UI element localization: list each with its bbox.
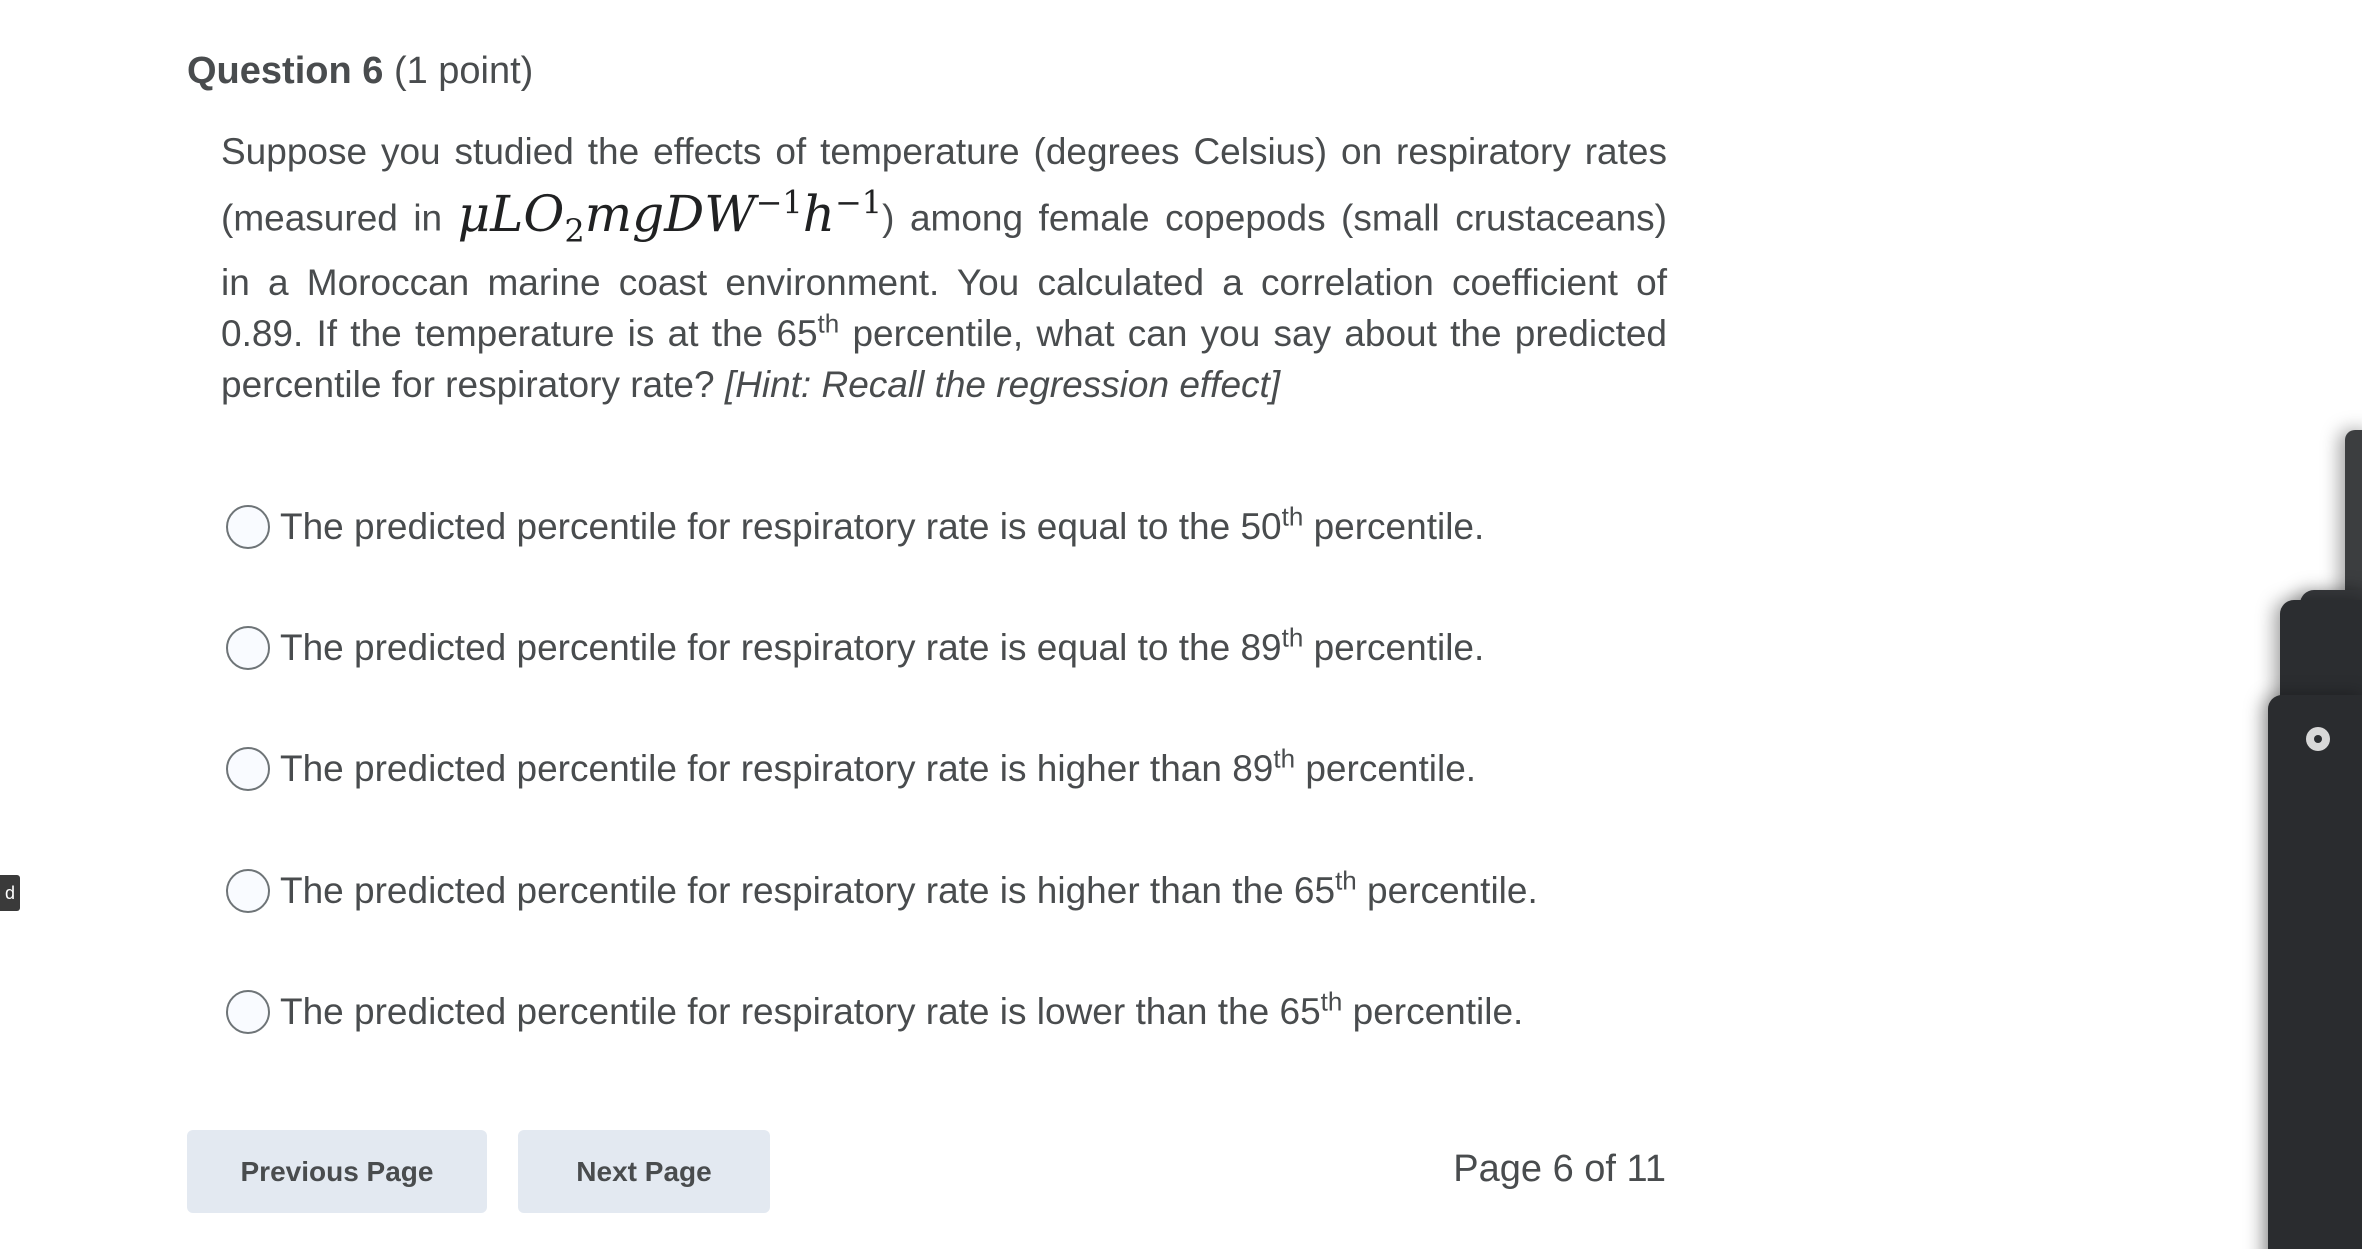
radio-button[interactable] xyxy=(226,869,270,913)
option-text-after: percentile. xyxy=(1303,506,1485,547)
answer-option-label xyxy=(280,986,1524,1033)
option-ordinal: th xyxy=(1320,986,1343,1017)
answer-option-5[interactable] xyxy=(226,982,1523,1042)
option-text-before: The predicted percentile for respiratory rate is higher than 89 xyxy=(280,748,1274,789)
panel-radio-icon[interactable] xyxy=(2306,727,2330,751)
option-text-before: The predicted percentile for respiratory rate is equal to the 50 xyxy=(280,506,1282,547)
option-ordinal: th xyxy=(1273,743,1296,774)
question-points: (1 point) xyxy=(393,50,534,92)
answer-option-label xyxy=(280,865,1538,912)
question-text-part1: Suppose you studied the effects of temperature (degrees Celsius) on respiratory rates (measured in xyxy=(221,131,1667,239)
answer-option-label xyxy=(280,501,1485,548)
option-ordinal: th xyxy=(1281,501,1304,532)
formula-h: h xyxy=(802,184,835,243)
option-text-before: The predicted percentile for respiratory rate is equal to the 89 xyxy=(280,627,1282,668)
formula-mu: μ xyxy=(457,184,491,243)
radio-button[interactable] xyxy=(226,990,270,1034)
radio-button[interactable] xyxy=(226,747,270,791)
question-header xyxy=(187,50,533,93)
formula-sup-2: −1 xyxy=(834,183,883,221)
option-text-after: percentile. xyxy=(1303,627,1485,668)
option-text-after: percentile. xyxy=(1295,748,1477,789)
side-panel xyxy=(2268,695,2362,1249)
question-hint: [Hint: Recall the regression effect] xyxy=(724,363,1281,405)
question-text-part3: percentile, what can you say about the predicted percentile for respiratory rate? xyxy=(221,312,1668,405)
question-body xyxy=(221,126,1667,410)
answer-option-3[interactable] xyxy=(226,739,1476,799)
answer-option-label xyxy=(280,622,1485,669)
question-number: Question 6 xyxy=(187,50,384,92)
previous-page-button[interactable]: Previous Page xyxy=(187,1130,487,1213)
radio-button[interactable] xyxy=(226,505,270,549)
formula-lo: LO xyxy=(490,184,565,243)
formula-sup-1: −1 xyxy=(755,183,803,221)
question-text-part2: ) among female copepods (small crustaceans) in a Moroccan marine coast environment. You calculated a correlation coefficient of 0.89. If the temperature is at the 65 xyxy=(221,197,1667,354)
left-edge-tab[interactable]: d xyxy=(0,875,20,911)
question-ordinal: th xyxy=(817,308,840,339)
option-text-before: The predicted percentile for respiratory rate is higher than the 65 xyxy=(280,870,1336,911)
respiration-unit-formula xyxy=(457,183,883,250)
formula-mgdw: mgDW xyxy=(584,184,756,243)
formula-sub-2: 2 xyxy=(564,211,585,250)
option-text-after: percentile. xyxy=(1342,991,1524,1032)
answer-option-4[interactable] xyxy=(226,861,1538,921)
option-ordinal: th xyxy=(1335,865,1357,896)
page-indicator: Page 6 of 11 xyxy=(1453,1148,1666,1190)
option-text-before: The predicted percentile for respiratory rate is lower than the 65 xyxy=(280,991,1321,1032)
answer-option-label xyxy=(280,743,1477,790)
radio-button[interactable] xyxy=(226,626,270,670)
answer-option-2[interactable] xyxy=(226,618,1484,678)
option-text-after: percentile. xyxy=(1356,870,1538,911)
answer-option-1[interactable] xyxy=(226,497,1484,557)
option-ordinal: th xyxy=(1281,622,1304,653)
next-page-button[interactable]: Next Page xyxy=(518,1130,770,1213)
